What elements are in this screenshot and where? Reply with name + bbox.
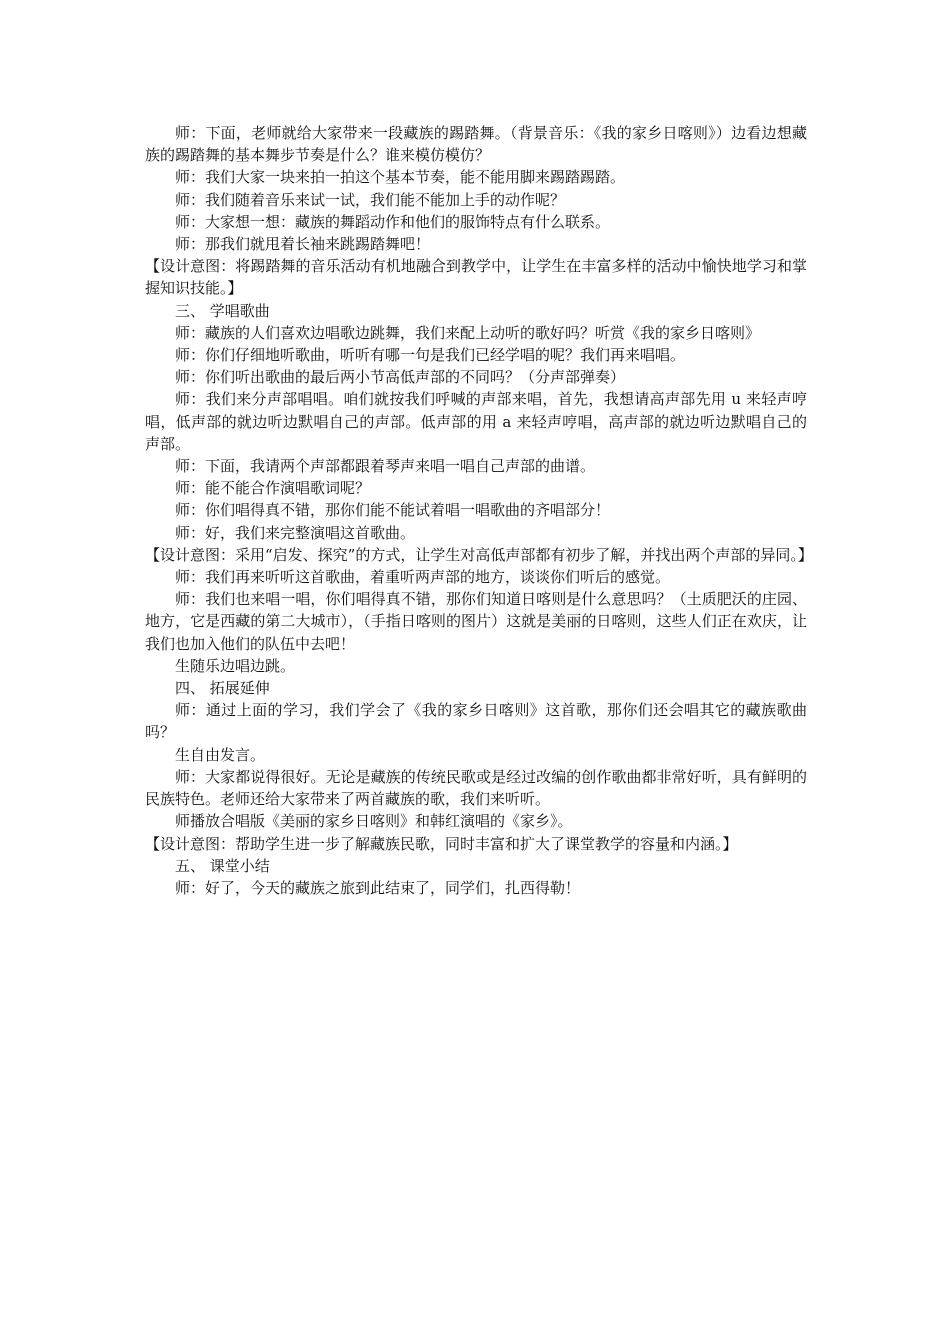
paragraph: 师：能不能合作演唱歌词呢？ (175, 479, 371, 498)
paragraph: 师：我们来分声部唱唱。咱们就按我们呼喊的声部来唱，首先，我想请高声部先用 u 来轻声哼唱，低声部的就边听边默唱自己的声部。低声部的用 a 来轻声哼唱，高声部的就边听边默唱自己的声部。 (145, 390, 807, 453)
paragraph: 师播放合唱版《美丽的家乡日喀则》和韩红演唱的《家乡》。 (175, 812, 573, 831)
section-heading: 四、 拓展延伸 (175, 679, 270, 698)
paragraph: 师：你们唱得真不错，那你们能不能试着唱一唱歌曲的齐唱部分！ (175, 501, 611, 520)
paragraph: 师：好了，今天的藏族之旅到此结束了，同学们，扎西得勒！ (175, 878, 581, 897)
paragraph: 师：我们随着音乐来试一试，我们能不能加上手的动作呢？ (175, 190, 566, 209)
paragraph: 师：好，我们来完整演唱这首歌曲。 (175, 523, 416, 542)
paragraph: 师：你们仔细地听歌曲，听听有哪一句是我们已经学唱的呢？我们再来唱唱。 (175, 346, 686, 365)
paragraph: 师：你们听出歌曲的最后两小节高低声部的不同吗？（分声部弹奏） (175, 368, 626, 387)
paragraph: 师：大家都说得很好。无论是藏族的传统民歌或是经过改编的创作歌曲都非常好听，具有鲜明的民族特色。老师还给大家带来了两首藏族的歌，我们来听听。 (145, 767, 807, 809)
design-intent-note: 【设计意图：帮助学生进一步了解藏族民歌，同时丰富和扩大了课堂教学的容量和内涵。】 (145, 834, 738, 853)
paragraph: 师：我们再来听听这首歌曲，着重听两声部的地方，谈谈你们听后的感觉。 (175, 568, 671, 587)
paragraph: 生随乐边唱边跳。 (175, 656, 296, 675)
paragraph: 师：我们大家一块来拍一拍这个基本节奏，能不能用脚来踢踏踢踏。 (175, 168, 626, 187)
paragraph: 师：我们也来唱一唱，你们唱得真不错，那你们知道日喀则是什么意思吗？（土质肥沃的庄园、地方，它是西藏的第二大城市），（手指日喀则的图片）这就是美丽的日喀则，这些人们正在欢庆，让我们也加入他们的队伍中去吧！ (145, 590, 807, 653)
section-heading: 三、 学唱歌曲 (175, 301, 270, 320)
section-heading: 五、 课堂小结 (175, 856, 270, 875)
design-intent-note: 【设计意图：采用“启发、探究”的方式，让学生对高低声部都有初步了解，并找出两个声部的异同。】 (145, 545, 813, 564)
document-body (145, 122, 813, 899)
paragraph: 师：大家想一想：藏族的舞蹈动作和他们的服饰特点有什么联系。 (175, 212, 611, 231)
paragraph: 师：下面，我请两个声部都跟着琴声来唱一唱自己声部的曲谱。 (175, 457, 596, 476)
paragraph: 师：通过上面的学习，我们学会了《我的家乡日喀则》这首歌，那你们还会唱其它的藏族歌曲吗？ (145, 701, 807, 742)
paragraph: 师：下面，老师就给大家带来一段藏族的踢踏舞。（背景音乐：《我的家乡日喀则》）边看边想藏族的踢踏舞的基本舞步节奏是什么？谁来模仿模仿？ (145, 124, 807, 165)
paragraph: 师：那我们就甩着长袖来跳踢踏舞吧！ (175, 235, 431, 254)
paragraph: 师：藏族的人们喜欢边唱歌边跳舞，我们来配上动听的歌好吗？听赏《我的家乡日喀则》 (175, 323, 761, 342)
paragraph: 生自由发言。 (175, 745, 266, 764)
design-intent-note: 【设计意图：将踢踏舞的音乐活动有机地融合到教学中，让学生在丰富多样的活动中愉快地学习和掌握知识技能。】 (145, 257, 807, 298)
